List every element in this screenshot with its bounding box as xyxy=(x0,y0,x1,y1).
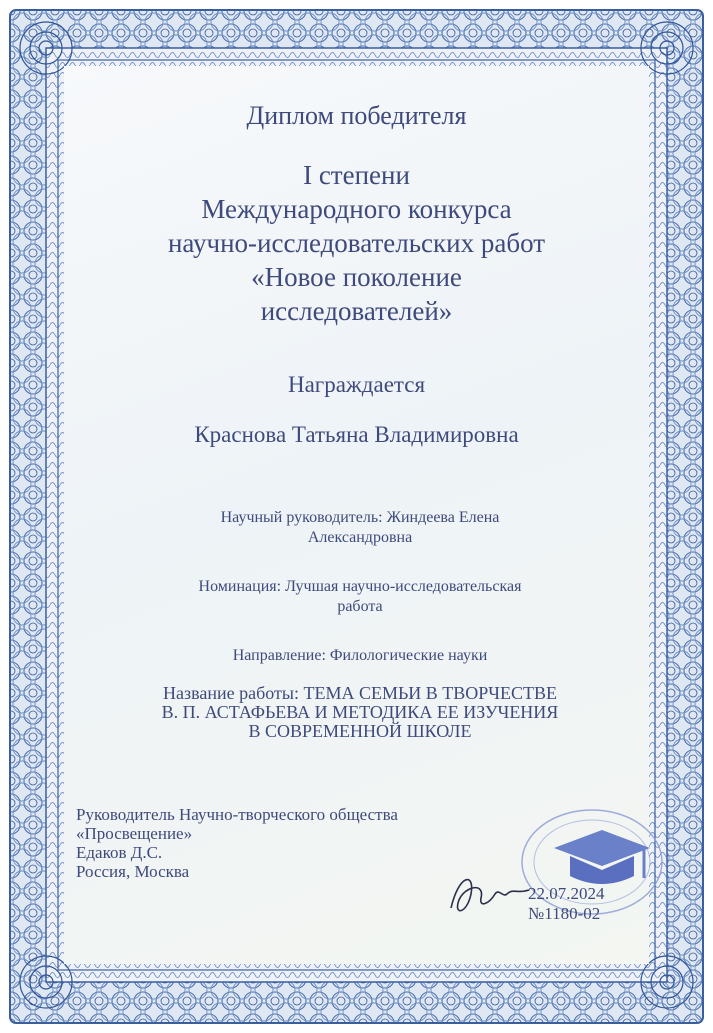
organization-line: «Просвещение» xyxy=(76,824,193,843)
competition-heading xyxy=(0,158,713,328)
work-title xyxy=(100,684,620,741)
organization-block xyxy=(76,805,398,881)
competition-line: Международного конкурса xyxy=(201,194,512,224)
recipient-name: Краснова Татьяна Владимировна xyxy=(194,422,519,447)
supervisor-line: Александровна xyxy=(307,529,413,546)
nomination xyxy=(160,577,560,617)
issue-date: 22.07.2024 xyxy=(528,884,605,903)
supervisor-line: Научный руководитель: Жиндеева Елена xyxy=(220,509,500,526)
diploma-title: Диплом победителя xyxy=(246,101,467,130)
work-title-line: Название работы: ТЕМА СЕМЬИ В ТВОРЧЕСТВЕ xyxy=(162,683,558,703)
organization-location: Россия, Москва xyxy=(76,862,190,881)
supervisor xyxy=(150,508,570,548)
work-title-line: В СОВРЕМЕННОЙ ШКОЛЕ xyxy=(248,721,472,741)
organization-head: Едаков Д.С. xyxy=(76,843,163,862)
competition-name-line: исследователей» xyxy=(260,296,453,326)
organization-line: Руководитель Научно-творческого общества xyxy=(76,805,398,824)
degree-line: I степени xyxy=(303,160,410,190)
nomination-line: Номинация: Лучшая научно-исследовательская xyxy=(198,578,522,595)
work-title-line: В. П. АСТАФЬЕВА И МЕТОДИКА ЕЕ ИЗУЧЕНИЯ xyxy=(161,702,559,722)
handwritten-signature-icon xyxy=(445,864,535,920)
competition-line: научно-исследовательских работ xyxy=(167,228,546,258)
direction: Направление: Филологические науки xyxy=(232,647,488,664)
diploma-number: №1180-02 xyxy=(528,904,601,923)
awarded-label: Награждается xyxy=(287,372,426,397)
nomination-line: работа xyxy=(337,598,383,615)
competition-name-line: «Новое поколение xyxy=(251,262,462,292)
date-number-block xyxy=(528,884,605,924)
